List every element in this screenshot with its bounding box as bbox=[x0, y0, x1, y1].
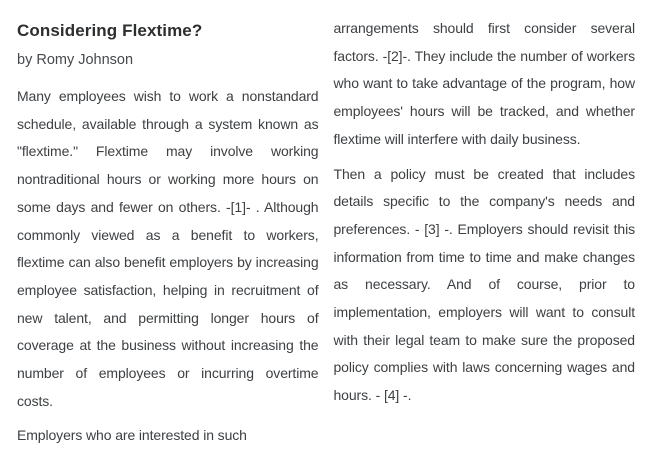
passage-paragraph-1: Many employees wish to work a nonstandard schedule, available through a system known as "flextime." Flextime may involve working nontraditional hours or working more hours on some days and fewer on others. -[1]- . Although commonly viewed as a benefit to workers, flextime can also benefit employers by increasing employee satisfaction, helping in recruitment of new talent, and permitting longer hours of coverage at the business without increasing the number of employees or incurring overtime costs. bbox=[17, 88, 319, 409]
passage-byline: by Romy Johnson bbox=[17, 52, 134, 68]
passage-paragraph-2-continued: arrangements should first consider several factors. -[2]-. They include the number of workers who want to take advantage of the program, how employees' hours will be tracked, and whether flextime will interfere with daily business. bbox=[333, 20, 635, 147]
passage-column-right bbox=[334, 15, 636, 450]
passage-title: Considering Flextime? bbox=[17, 21, 203, 40]
passage-paragraph-3: Then a policy must be created that includes details specific to the company's needs and preferences. - [3] -. Employers should revisit this information from time to time and make changes as necessary. And of course, prior to implementation, employers will want to consult with their legal team to make sure the proposed policy complies with laws concerning wages and hours. - [4] -. bbox=[333, 165, 635, 404]
passage-paragraph-2-start: Employers who are interested in such bbox=[17, 427, 247, 444]
passage-column-left bbox=[17, 15, 319, 450]
